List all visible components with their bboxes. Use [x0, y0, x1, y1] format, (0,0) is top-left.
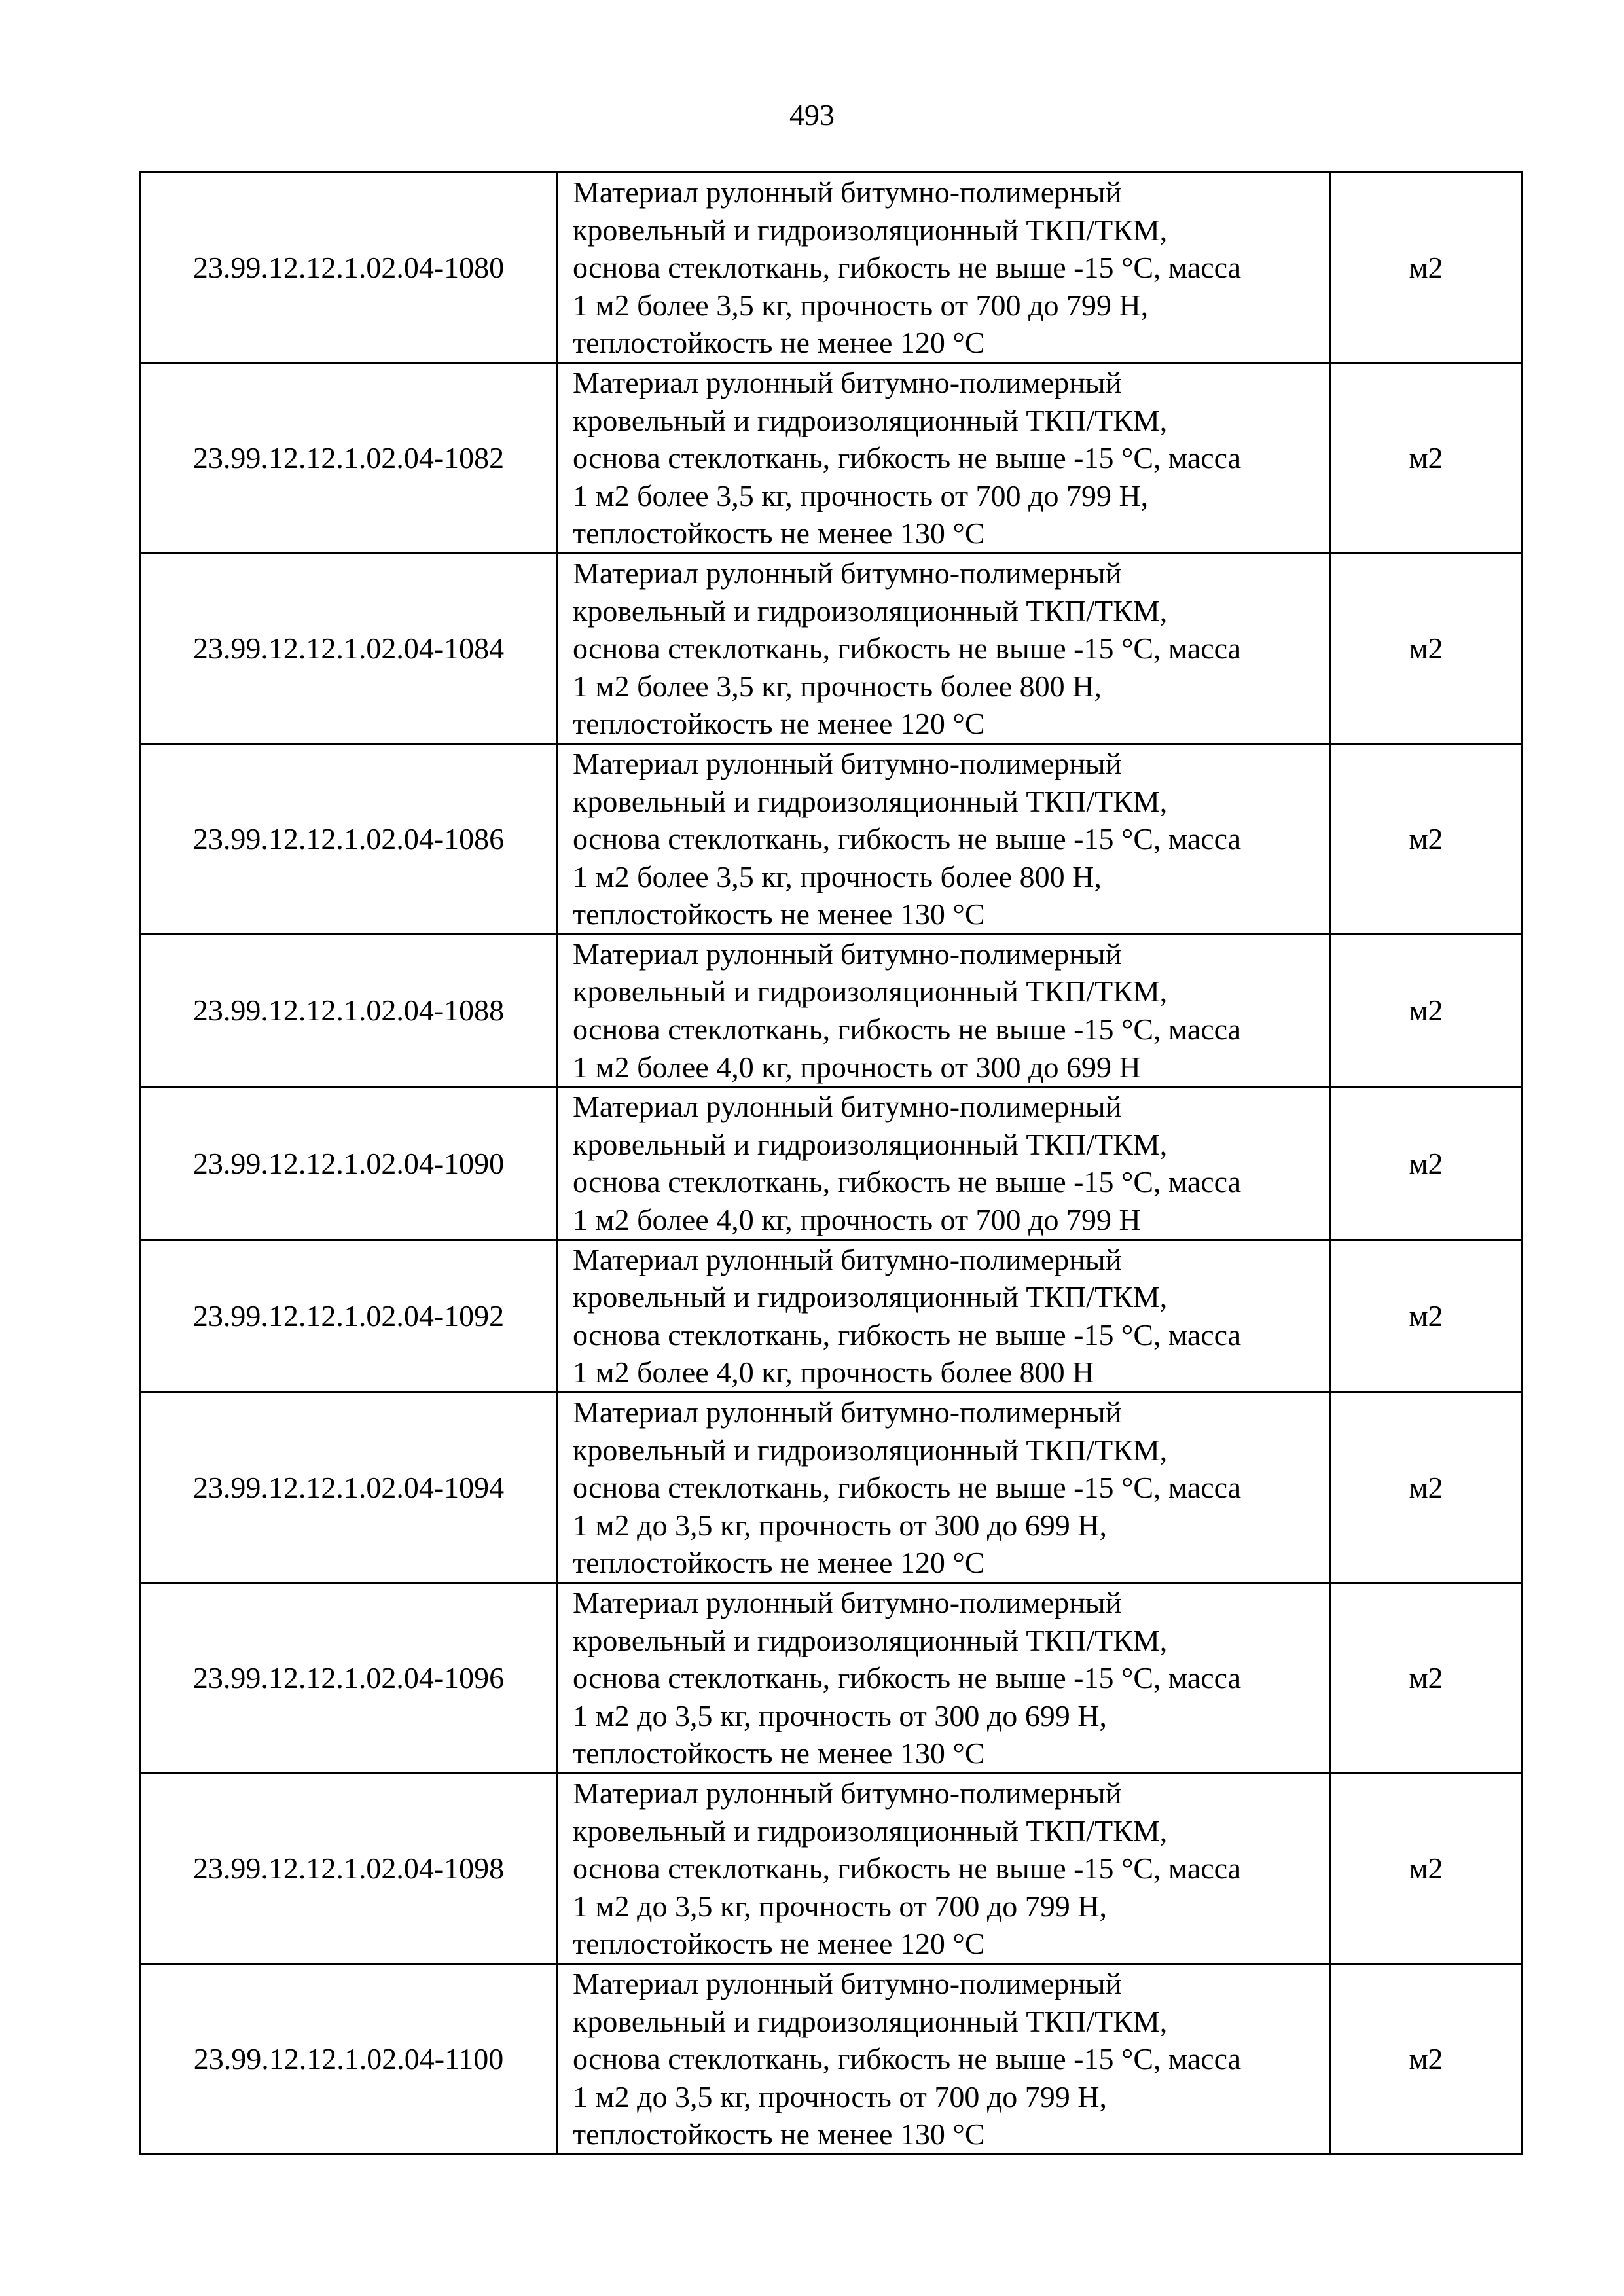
item-code: 23.99.12.12.1.02.04-1088 — [140, 934, 558, 1086]
item-description — [558, 1393, 1331, 1583]
description-line: Материал рулонный битумно-полимерный — [573, 937, 1122, 971]
item-unit: м2 — [1331, 1393, 1522, 1583]
description-line: теплостойкость не менее 130 °С — [573, 1736, 985, 1770]
item-description — [558, 1583, 1331, 1773]
item-unit: м2 — [1331, 1583, 1522, 1773]
table-row — [140, 173, 1522, 363]
item-unit: м2 — [1331, 363, 1522, 553]
description-line: теплостойкость не менее 120 °С — [573, 1927, 985, 1961]
item-code: 23.99.12.12.1.02.04-1084 — [140, 553, 558, 744]
item-description — [558, 363, 1331, 553]
table-row — [140, 1240, 1522, 1392]
item-code: 23.99.12.12.1.02.04-1098 — [140, 1773, 558, 1964]
description-line: 1 м2 более 4,0 кг, прочность от 300 до 699 Н — [573, 1050, 1141, 1084]
description-line: основа стеклоткань, гибкость не выше -15 °С, масса — [573, 1318, 1242, 1352]
description-line: основа стеклоткань, гибкость не выше -15 °С, масса — [573, 1852, 1242, 1886]
item-code: 23.99.12.12.1.02.04-1100 — [140, 1964, 558, 2154]
table-row — [140, 1393, 1522, 1583]
page-number: 493 — [789, 98, 835, 132]
item-unit: м2 — [1331, 1087, 1522, 1240]
item-description — [558, 934, 1331, 1086]
description-line: Материал рулонный битумно-полимерный — [573, 1090, 1122, 1124]
description-line: кровельный и гидроизоляционный ТКП/ТКМ, — [573, 213, 1168, 247]
item-description — [558, 173, 1331, 363]
item-code: 23.99.12.12.1.02.04-1096 — [140, 1583, 558, 1773]
description-line: Материал рулонный битумно-полимерный — [573, 175, 1122, 209]
table-body — [140, 173, 1522, 2155]
description-line: кровельный и гидроизоляционный ТКП/ТКМ, — [573, 403, 1168, 437]
description-line: Материал рулонный битумно-полимерный — [573, 556, 1122, 590]
table-row — [140, 1773, 1522, 1964]
table-row — [140, 1964, 1522, 2154]
description-line: теплостойкость не менее 120 °С — [573, 707, 985, 741]
description-line: 1 м2 до 3,5 кг, прочность от 300 до 699 Н, — [573, 1508, 1107, 1542]
description-line: теплостойкость не менее 130 °С — [573, 897, 985, 931]
description-line: кровельный и гидроизоляционный ТКП/ТКМ, — [573, 1623, 1168, 1657]
description-line: кровельный и гидроизоляционный ТКП/ТКМ, — [573, 1814, 1168, 1848]
description-line: 1 м2 до 3,5 кг, прочность от 300 до 699 Н, — [573, 1698, 1107, 1732]
description-line: основа стеклоткань, гибкость не выше -15 °С, масса — [573, 1661, 1242, 1695]
item-description — [558, 1773, 1331, 1964]
description-line: кровельный и гидроизоляционный ТКП/ТКМ, — [573, 1433, 1168, 1467]
description-line: 1 м2 более 3,5 кг, прочность от 700 до 799 Н, — [573, 288, 1149, 322]
item-unit: м2 — [1331, 744, 1522, 934]
table-row — [140, 1583, 1522, 1773]
description-line: основа стеклоткань, гибкость не выше -15 °С, масса — [573, 1165, 1242, 1199]
item-unit: м2 — [1331, 553, 1522, 744]
description-line: 1 м2 более 3,5 кг, прочность от 700 до 799 Н, — [573, 478, 1149, 512]
table-row — [140, 1087, 1522, 1240]
description-line: 1 м2 до 3,5 кг, прочность от 700 до 799 Н, — [573, 1889, 1107, 1923]
item-unit: м2 — [1331, 1964, 1522, 2154]
item-unit: м2 — [1331, 934, 1522, 1086]
table-row — [140, 934, 1522, 1086]
description-line: основа стеклоткань, гибкость не выше -15 °С, масса — [573, 1013, 1242, 1047]
item-unit: м2 — [1331, 1240, 1522, 1392]
item-code: 23.99.12.12.1.02.04-1080 — [140, 173, 558, 363]
description-line: основа стеклоткань, гибкость не выше -15 °С, масса — [573, 2042, 1242, 2076]
description-line: 1 м2 более 3,5 кг, прочность более 800 Н, — [573, 669, 1102, 703]
item-code: 23.99.12.12.1.02.04-1082 — [140, 363, 558, 553]
description-line: основа стеклоткань, гибкость не выше -15 °С, масса — [573, 632, 1242, 666]
item-description — [558, 1087, 1331, 1240]
description-line: Материал рулонный битумно-полимерный — [573, 365, 1122, 399]
description-line: 1 м2 до 3,5 кг, прочность от 700 до 799 Н, — [573, 2079, 1107, 2113]
description-line: основа стеклоткань, гибкость не выше -15 °С, масса — [573, 251, 1242, 285]
description-line: теплостойкость не менее 120 °С — [573, 1546, 985, 1580]
description-line: Материал рулонный битумно-полимерный — [573, 1395, 1122, 1429]
description-line: Материал рулонный битумно-полимерный — [573, 1966, 1122, 2000]
description-line: кровельный и гидроизоляционный ТКП/ТКМ, — [573, 2004, 1168, 2038]
description-line: основа стеклоткань, гибкость не выше -15 °С, масса — [573, 1471, 1242, 1505]
description-line: кровельный и гидроизоляционный ТКП/ТКМ, — [573, 1280, 1168, 1314]
table-row — [140, 744, 1522, 934]
table-row — [140, 363, 1522, 553]
table-row — [140, 553, 1522, 744]
description-line: теплостойкость не менее 120 °С — [573, 326, 985, 360]
item-description — [558, 1964, 1331, 2154]
description-line: 1 м2 более 4,0 кг, прочность более 800 Н — [573, 1355, 1094, 1390]
item-code: 23.99.12.12.1.02.04-1094 — [140, 1393, 558, 1583]
description-line: основа стеклоткань, гибкость не выше -15 °С, масса — [573, 441, 1242, 475]
item-description — [558, 553, 1331, 744]
item-unit: м2 — [1331, 1773, 1522, 1964]
description-line: Материал рулонный битумно-полимерный — [573, 1242, 1122, 1276]
description-line: теплостойкость не менее 130 °С — [573, 2117, 985, 2151]
description-line: Материал рулонный битумно-полимерный — [573, 1585, 1122, 1619]
description-line: 1 м2 более 4,0 кг, прочность от 700 до 799 Н — [573, 1203, 1141, 1237]
description-line: теплостойкость не менее 130 °С — [573, 516, 985, 550]
description-line: кровельный и гидроизоляционный ТКП/ТКМ, — [573, 594, 1168, 628]
item-description — [558, 1240, 1331, 1392]
item-code: 23.99.12.12.1.02.04-1092 — [140, 1240, 558, 1392]
description-line: кровельный и гидроизоляционный ТКП/ТКМ, — [573, 975, 1168, 1009]
description-line: кровельный и гидроизоляционный ТКП/ТКМ, — [573, 784, 1168, 818]
item-unit: м2 — [1331, 173, 1522, 363]
description-line: 1 м2 более 3,5 кг, прочность более 800 Н, — [573, 859, 1102, 893]
description-line: Материал рулонный битумно-полимерный — [573, 1776, 1122, 1810]
description-line: Материал рулонный битумно-полимерный — [573, 746, 1122, 780]
item-code: 23.99.12.12.1.02.04-1086 — [140, 744, 558, 934]
description-line: кровельный и гидроизоляционный ТКП/ТКМ, — [573, 1127, 1168, 1161]
item-code: 23.99.12.12.1.02.04-1090 — [140, 1087, 558, 1240]
item-description — [558, 744, 1331, 934]
description-line: основа стеклоткань, гибкость не выше -15 °С, масса — [573, 822, 1242, 856]
materials-table — [139, 171, 1523, 2155]
